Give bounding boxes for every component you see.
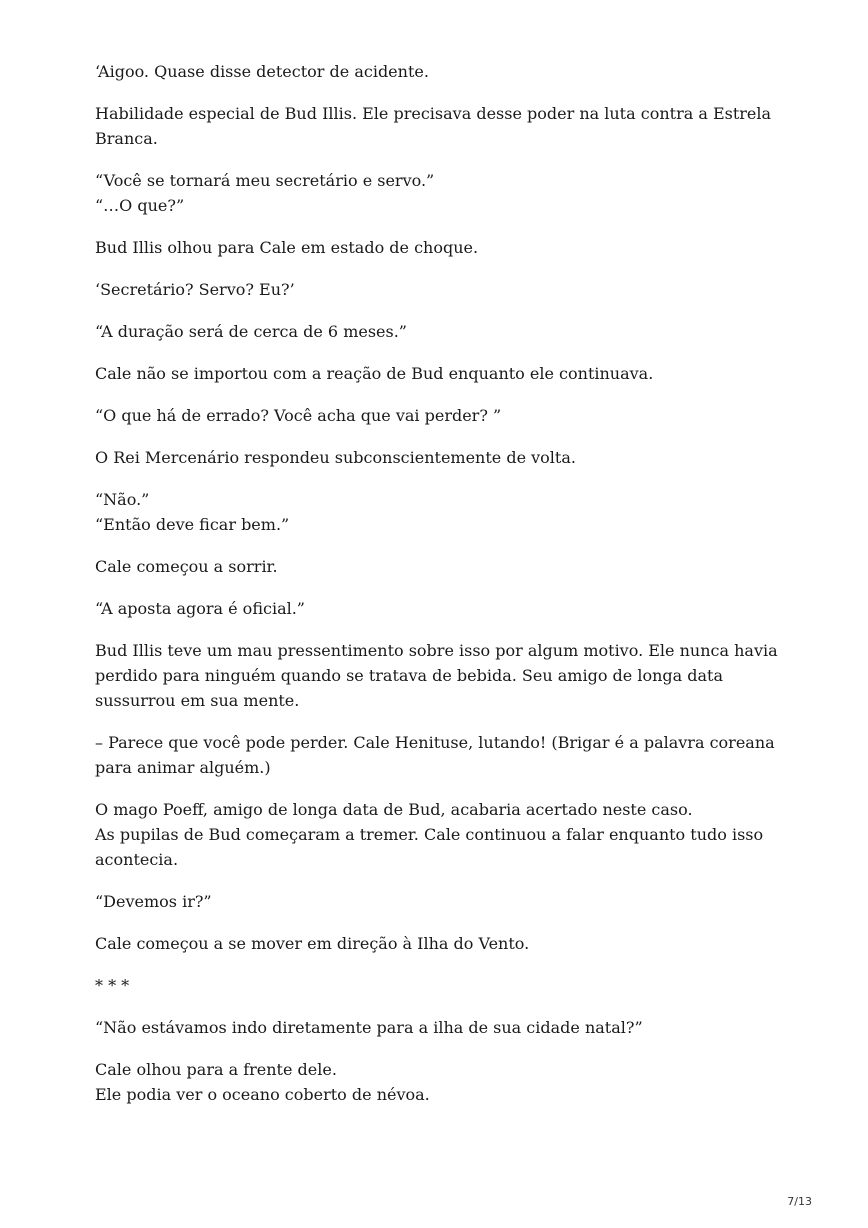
- paragraph: [95, 487, 785, 537]
- text-line: Cale começou a sorrir.: [95, 557, 278, 576]
- text-line: “O que há de errado? Você acha que vai perder? ”: [95, 406, 502, 425]
- text-line: Habilidade especial de Bud Illis. Ele precisava desse poder na luta contra a Estrela Branca.: [95, 104, 772, 148]
- document-body: [95, 59, 785, 1124]
- text-line: Cale olhou para a frente dele.: [95, 1060, 337, 1079]
- text-line: O Rei Mercenário respondeu subconscientemente de volta.: [95, 448, 576, 467]
- text-line: “Você se tornará meu secretário e servo.”: [95, 171, 435, 190]
- text-line: Cale não se importou com a reação de Bud enquanto ele continuava.: [95, 364, 654, 383]
- paragraph: [95, 319, 785, 344]
- paragraph: [95, 797, 785, 872]
- text-line: “A aposta agora é oficial.”: [95, 599, 305, 618]
- paragraph: [95, 889, 785, 914]
- paragraph: [95, 277, 785, 302]
- page-number: 7/13: [787, 1195, 812, 1208]
- paragraph: [95, 931, 785, 956]
- text-line: “Não.”: [95, 490, 150, 509]
- text-line: O mago Poeff, amigo de longa data de Bud, acabaria acertado neste caso.: [95, 800, 693, 819]
- text-line: Ele podia ver o oceano coberto de névoa.: [95, 1085, 430, 1104]
- paragraph: [95, 101, 785, 151]
- text-line: Bud Illis teve um mau pressentimento sobre isso por algum motivo. Ele nunca havia perdido para ninguém quando se tratava de bebida. Seu amigo de longa data sussurrou em sua mente.: [95, 641, 778, 710]
- text-line: As pupilas de Bud começaram a tremer. Cale continuou a falar enquanto tudo isso acontecia.: [95, 825, 764, 869]
- text-line: * * *: [95, 976, 130, 995]
- paragraph: [95, 730, 785, 780]
- paragraph: [95, 403, 785, 428]
- text-line: Cale começou a se mover em direção à Ilha do Vento.: [95, 934, 530, 953]
- paragraph: [95, 638, 785, 713]
- text-line: – Parece que você pode perder. Cale Henituse, lutando! (Brigar é a palavra coreana para animar alguém.): [95, 733, 775, 777]
- paragraph: [95, 168, 785, 218]
- paragraph: [95, 235, 785, 260]
- paragraph: [95, 973, 785, 998]
- text-line: “A duração será de cerca de 6 meses.”: [95, 322, 407, 341]
- text-line: “Então deve ficar bem.”: [95, 515, 290, 534]
- paragraph: [95, 554, 785, 579]
- paragraph: [95, 1057, 785, 1107]
- paragraph: [95, 59, 785, 84]
- text-line: ‘Aigoo. Quase disse detector de acidente.: [95, 62, 429, 81]
- text-line: “Devemos ir?”: [95, 892, 212, 911]
- text-line: “…O que?”: [95, 196, 185, 215]
- paragraph: [95, 445, 785, 470]
- paragraph: [95, 1015, 785, 1040]
- paragraph: [95, 596, 785, 621]
- text-line: ‘Secretário? Servo? Eu?’: [95, 280, 295, 299]
- paragraph: [95, 361, 785, 386]
- text-line: Bud Illis olhou para Cale em estado de choque.: [95, 238, 479, 257]
- text-line: “Não estávamos indo diretamente para a ilha de sua cidade natal?”: [95, 1018, 643, 1037]
